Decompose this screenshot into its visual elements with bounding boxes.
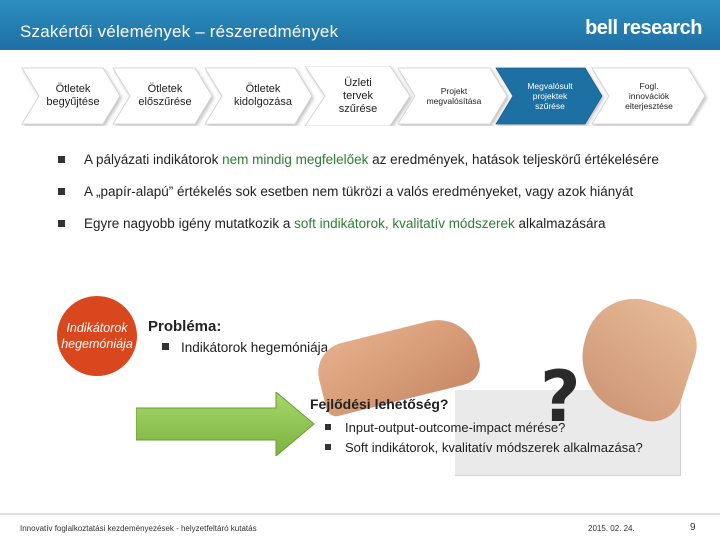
bell-research-logo: bell research bbox=[585, 17, 702, 39]
question-mark-icon: ? bbox=[540, 356, 581, 438]
slide-header bbox=[0, 0, 720, 50]
chevron-step-4-label: Üzleti tervek szűrése bbox=[338, 76, 378, 115]
bullet-square-icon bbox=[325, 424, 331, 430]
problem-title: Probléma: bbox=[148, 318, 222, 335]
bullet-list bbox=[58, 150, 698, 246]
footer-date: 2015. 02. 24. bbox=[588, 524, 635, 533]
chevron-step-1-label: Ötletek begyűjtése bbox=[46, 83, 100, 108]
bullet-square-icon bbox=[162, 343, 169, 350]
circle-line-2: hegemóniája bbox=[61, 337, 133, 351]
footer-project-name: Innovatív foglalkoztatási kezdeményezések - helyzetfeltáró kutatás bbox=[20, 524, 257, 533]
bullet-item-2: A „papír-alapú” értékelés sok esetben nem tükrözi a valós eredményeket, vagy azok hiányát bbox=[58, 182, 698, 202]
chevron-step-3-label: Ötletek kidolgozása bbox=[233, 83, 293, 108]
bullet-square-icon bbox=[58, 188, 65, 195]
green-arrow-icon bbox=[136, 392, 316, 456]
chevron-step-6-label: Megvalósult projektek szűrése bbox=[527, 81, 573, 111]
bullet-square-icon bbox=[58, 156, 65, 163]
bullet-item-1: A pályázati indikátorok nem mindig megfelelőek az eredmények, hatások teljeskörű értékelésére bbox=[58, 150, 698, 170]
problem-item: Indikátorok hegemóniája bbox=[162, 340, 328, 355]
slide-title: Szakértői vélemények – részeredmények bbox=[20, 22, 339, 41]
bullet-square-icon bbox=[58, 220, 65, 227]
footer-divider bbox=[0, 513, 720, 515]
circle-line-1: Indikátorok bbox=[66, 321, 128, 335]
chevron-step-2-label: Ötletek előszűrése bbox=[138, 83, 192, 108]
indicator-hegemony-circle bbox=[57, 296, 137, 376]
development-item-1: Input-output-outcome-impact mérése? bbox=[325, 420, 565, 435]
bullet-square-icon bbox=[325, 444, 331, 450]
development-title: Fejlődési lehetőség? bbox=[310, 396, 449, 412]
chevron-step-7-label: Fogl. innovációk elterjesztése bbox=[625, 81, 673, 111]
process-chevrons bbox=[0, 66, 720, 126]
page-number: 9 bbox=[690, 522, 696, 533]
development-item-2: Soft indikátorok, kvalitatív módszerek alkalmazása? bbox=[325, 440, 643, 455]
bullet-item-3: Egyre nagyobb igény mutatkozik a soft indikátorok, kvalitatív módszerek alkalmazására bbox=[58, 214, 698, 234]
chevron-step-5-label: Projekt megvalósítása bbox=[426, 86, 482, 106]
